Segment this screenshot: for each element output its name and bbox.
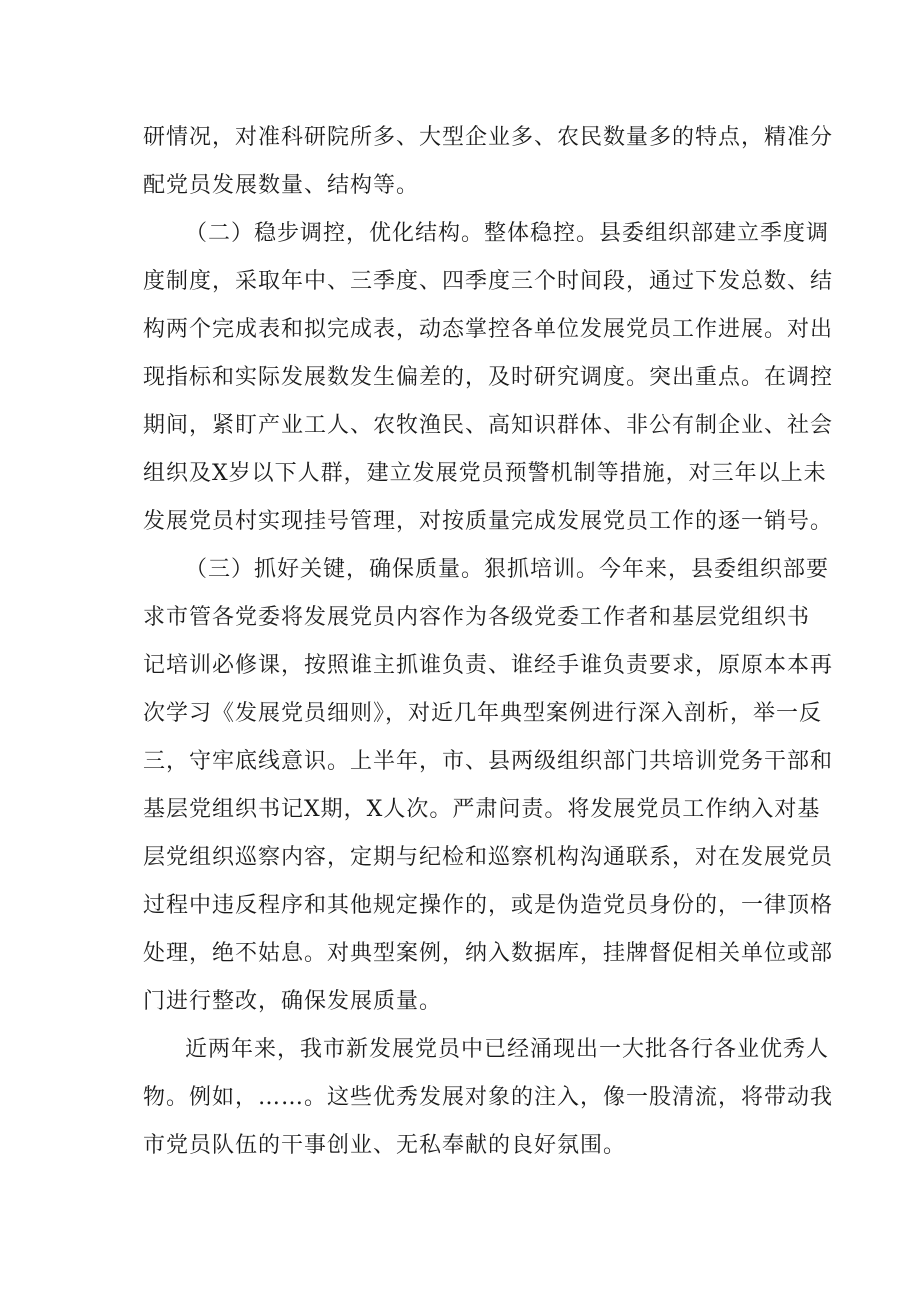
text-line-9: 发展党员村实现挂号管理，对按质量完成发展党员工作的逐一销号。 [143,509,834,534]
text-line-17: 过程中违反程序和其他规定操作的，或是伪造党员身份的，一律顶格 [143,893,834,918]
text-line-10: （三）抓好关键，确保质量。狠抓培训。今年来，县委组织部要 [185,557,830,582]
text-line-5: 构两个完成表和拟完成表，动态掌控各单位发展党员工作进展。对出 [143,317,834,342]
text-line-22: 市党员队伍的干事创业、无私奉献的良好氛围。 [143,1133,627,1158]
text-line-21: 物。例如，……。这些优秀发展对象的注入，像一股清流，将带动我 [143,1085,834,1110]
text-line-7: 期间，紧盯产业工人、农牧渔民、高知识群体、非公有制企业、社会 [143,413,834,438]
text-line-14: 三，守牢底线意识。上半年，市、县两级组织部门共培训党务干部和 [143,749,834,774]
text-line-6: 现指标和实际发展数发生偏差的，及时研究调度。突出重点。在调控 [143,365,834,390]
text-line-20: 近两年来，我市新发展党员中已经涌现出一大批各行各业优秀人 [185,1037,830,1062]
text-line-19: 门进行整改，确保发展质量。 [143,989,443,1014]
text-line-11: 求市管各党委将发展党员内容作为各级党委工作者和基层党组织书 [143,605,811,630]
text-line-3: （二）稳步调控，优化结构。整体稳控。县委组织部建立季度调 [185,221,830,246]
text-line-4: 度制度，采取年中、三季度、四季度三个时间段，通过下发总数、结 [143,269,834,294]
text-line-18: 处理，绝不姑息。对典型案例，纳入数据库，挂牌督促相关单位或部 [143,941,834,966]
text-line-12: 记培训必修课，按照谁主抓谁负责、谁经手谁负责要求，原原本本再 [143,653,834,678]
text-line-1: 研情况，对准科研院所多、大型企业多、农民数量多的特点，精准分 [143,125,834,150]
text-line-15: 基层党组织书记X期，X人次。严肃问责。将发展党员工作纳入对基 [143,797,821,822]
text-line-13: 次学习《发展党员细则》，对近几年典型案例进行深入剖析，举一反 [143,701,823,726]
text-line-2: 配党员发展数量、结构等。 [143,173,420,198]
text-line-8: 组织及X岁以下人群，建立发展党员预警机制等措施，对三年以上未 [143,461,827,486]
text-line-16: 层党组织巡察内容，定期与纪检和巡察机构沟通联系，对在发展党员 [143,845,834,870]
